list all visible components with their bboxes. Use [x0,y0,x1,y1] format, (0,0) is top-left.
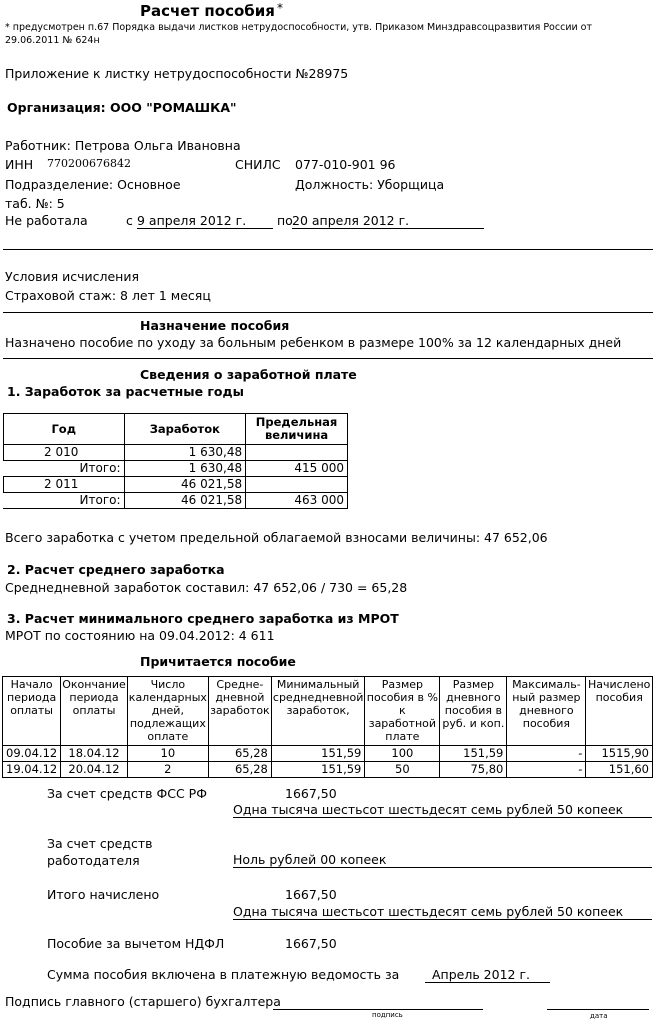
year-cell: 2 010 [4,445,125,461]
total-accrued-words: Одна тысяча шестьсот шестьдесят семь рублей 50 копеек [233,904,652,920]
col-days: Число календарных дней, подлежащих оплате [128,678,207,743]
cell: 09.04.12 [3,746,61,762]
assignment-title: Назначение пособия [140,318,290,333]
department: Подразделение: Основное [5,177,181,192]
signature-caption: подпись [372,1011,403,1019]
average-title: 2. Расчет среднего заработка [7,562,225,577]
total-label-cell: Итого: [4,493,125,509]
inn-value: 770200676842 [47,157,131,170]
cell: - [507,762,586,778]
col-max-daily: Максималь-ный размер дневного пособия [512,678,581,730]
table-row [4,461,348,477]
cell: 151,59 [271,762,364,778]
total-earnings-cell: 46 021,58 [124,493,246,509]
net-benefit-label: Пособие за вычетом НДФЛ [47,936,225,951]
limit-cell [246,445,348,461]
salary-section1-title: 1. Заработок за расчетные годы [7,384,244,399]
total-limit-cell: 463 000 [246,493,348,509]
snils-value: 077-010-901 96 [295,157,396,172]
total-label-cell: Итого: [4,461,125,477]
salary-title: Сведения о заработной плате [140,367,357,382]
cell: - [507,746,586,762]
cell: 151,59 [271,746,364,762]
divider-1 [3,249,653,250]
total-accrued-label: Итого начислено [47,887,160,902]
insurance-experience: Страховой стаж: 8 лет 1 месяц [5,288,211,303]
mrot-title: 3. Расчет минимального среднего заработка из МРОТ [7,611,399,626]
appendix-text: Приложение к листку нетрудоспособности №28975 [5,66,349,81]
cell: 1515,90 [586,746,653,762]
divider-3 [3,358,653,359]
year-cell: 2 011 [4,477,125,493]
col-accrued: Начислено пособия [587,678,651,704]
inn-label: ИНН [5,157,34,172]
employer-label-1: За счет средств [47,836,153,851]
table-row [3,762,653,778]
cell: 100 [365,746,440,762]
limit-cell [246,477,348,493]
earnings-cell: 46 021,58 [124,477,246,493]
salary-table [3,413,348,509]
payroll-label: Сумма пособия включена в платежную ведомость за [47,967,400,982]
total-limit-cell: 415 000 [246,461,348,477]
fss-words: Одна тысяча шестьсот шестьдесят семь рублей 50 копеек [233,802,652,818]
cell: 10 [127,746,208,762]
col-limit: Предельная величина [246,414,348,445]
signature-label: Подпись главного (старшего) бухгалтера [5,994,281,1009]
cell: 151,60 [586,762,653,778]
table-row [4,477,348,493]
col-percent: Размер пособия в % к заработной плате [366,678,438,743]
table-row [4,493,348,509]
tab-number: таб. №: 5 [5,196,65,211]
salary-total-text: Всего заработка с учетом предельной облагаемой взносами величины: 47 652,06 [5,530,548,545]
benefit-title: Причитается пособие [140,654,296,669]
worker-name: Работник: Петрова Ольга Ивановна [5,138,241,153]
date-line [547,1009,649,1010]
footnote-line2: 29.06.2011 № 624н [5,35,100,46]
to-date: 20 апреля 2012 г. [292,213,484,229]
mrot-text: МРОТ по состоянию на 09.04.2012: 4 611 [5,628,275,643]
conditions-title: Условия исчисления [5,269,139,284]
col-year: Год [4,414,125,445]
col-min-avg: Минимальный среднедневной заработок, [272,678,364,717]
assignment-text: Назначено пособие по уходу за больным ребенком в размере 100% за 12 календарных дней [5,335,622,350]
net-benefit-amount: 1667,50 [285,936,337,951]
position: Должность: Уборщица [295,177,445,192]
not-worked-label: Не работала [5,213,88,228]
cell: 20.04.12 [61,762,128,778]
page-title: Расчет пособия [140,2,275,20]
table-row [4,445,348,461]
divider-2 [3,312,653,313]
earnings-cell: 1 630,48 [124,445,246,461]
col-start: Начало периода оплаты [7,678,57,717]
cell: 18.04.12 [61,746,128,762]
fss-amount: 1667,50 [285,786,337,801]
snils-label: СНИЛС [235,157,281,172]
signature-line [273,1009,483,1010]
footnote-line1: * предусмотрен п.67 Порядка выдачи листков нетрудоспособности, утв. Приказом Минздравсоцразвития России от [5,22,593,33]
cell: 50 [365,762,440,778]
from-date: 9 апреля 2012 г. [137,213,273,229]
payroll-value: Апрель 2012 г. [425,967,550,983]
employer-label-2: работодателя [47,853,140,868]
cell: 19.04.12 [3,762,61,778]
col-earnings: Заработок [124,414,246,445]
total-earnings-cell: 1 630,48 [124,461,246,477]
date-caption: дата [590,1012,608,1020]
employer-words: Ноль рублей 00 копеек [233,852,652,868]
cell: 65,28 [208,746,271,762]
from-label: с [126,213,133,228]
cell: 65,28 [208,762,271,778]
col-daily: Размер дневного пособия в руб. и коп. [442,678,505,730]
organization: Организация: ООО "РОМАШКА" [7,100,237,115]
cell: 2 [127,762,208,778]
average-text: Среднедневной заработок составил: 47 652,06 / 730 = 65,28 [5,580,408,595]
fss-label: За счет средств ФСС РФ [47,786,207,801]
cell: 151,59 [440,746,507,762]
table-row [3,746,653,762]
title-mark: * [277,1,283,15]
benefit-table [2,676,653,778]
cell: 75,80 [440,762,507,778]
col-end: Окончание периода оплаты [62,678,126,717]
col-avg: Средне-дневной заработок [210,678,270,717]
total-accrued-amount: 1667,50 [285,887,337,902]
to-label: по [277,213,293,228]
